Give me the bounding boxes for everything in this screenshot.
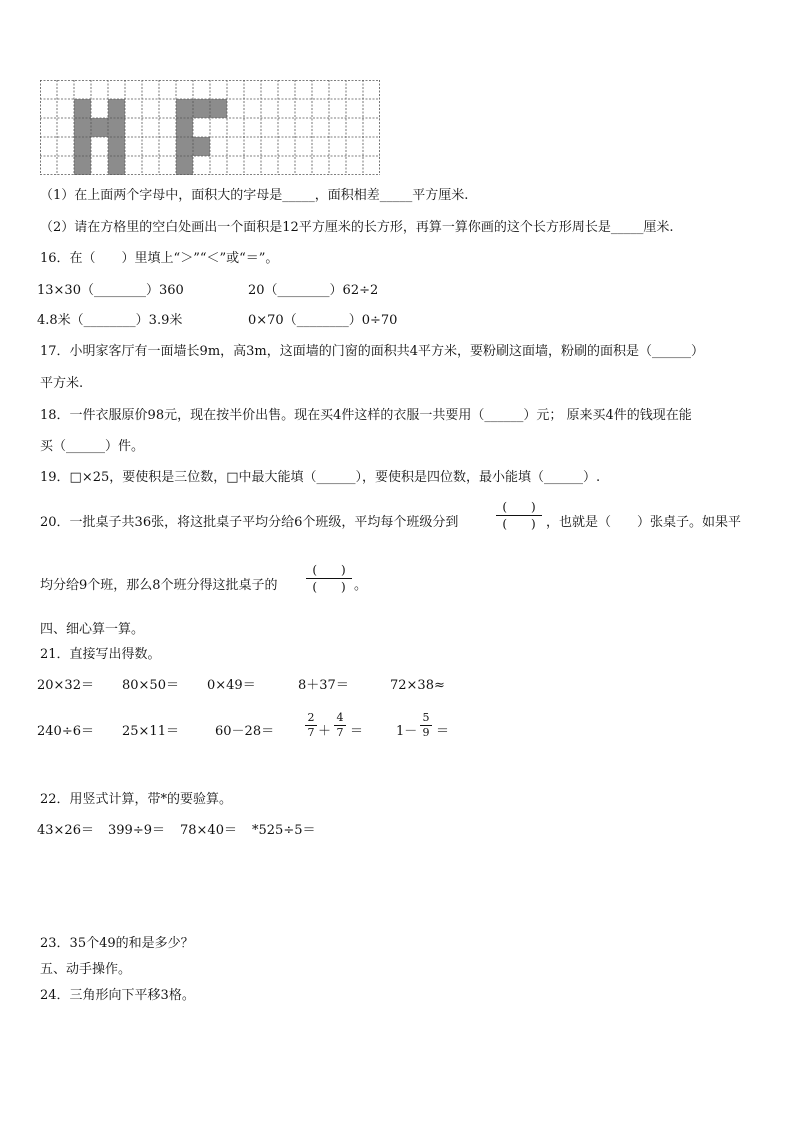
q21-title: 21．直接写出得数。 — [40, 647, 161, 662]
q22-item-4: *525÷5＝ — [252, 823, 316, 838]
letter-cell — [193, 137, 210, 156]
section-5-heading: 五、动手操作。 — [40, 962, 132, 977]
denominator: 7 — [336, 726, 344, 739]
q21-r2-3: 60－28＝ — [215, 724, 275, 739]
q16-item-d: 0×70（________）0÷70 — [248, 313, 398, 328]
q19-line: 19．□×25，要使积是三位数，□中最大能填（______），要使积是四位数，最小能填（______）. — [40, 470, 601, 485]
letter-cell — [108, 99, 125, 118]
q20-fraction-blank-1 — [496, 500, 542, 531]
q20-part3: 均分给9个班，那么8个班分得这批桌子的 — [40, 578, 278, 593]
fraction-bar — [306, 578, 352, 579]
q16-item-c: 4.8米（________）3.9米 — [37, 313, 183, 328]
letter-cell — [176, 156, 193, 175]
q22-item-3: 78×40＝ — [180, 823, 237, 838]
q18-line2: 买（______）件。 — [40, 439, 145, 454]
numerator: 4 — [336, 711, 344, 724]
q24: 24．三角形向下平移3格。 — [40, 988, 195, 1003]
q21-r1-4: 8＋37＝ — [298, 678, 349, 693]
q17-line1: 17．小明家客厅有一面墙长9m，高3m，这面墙的门窗的面积共4平方米，要粉刷这面墙，粉刷的面积是（______） — [40, 344, 705, 359]
letter-cell — [176, 99, 193, 118]
numerator: 2 — [307, 711, 315, 724]
letter-cell — [108, 118, 125, 137]
denominator: 9 — [422, 726, 430, 739]
q15-part1: （1）在上面两个字母中，面积大的字母是_____，面积相差_____平方厘米. — [40, 188, 469, 203]
fraction-numerator-blank: ( ) — [312, 563, 346, 577]
fraction-5-9 — [420, 712, 432, 739]
letter-cell — [74, 137, 91, 156]
letter-cell — [74, 99, 91, 118]
q20-part2: ，也就是（ ）张桌子。如果平 — [546, 515, 742, 530]
letter-cell — [210, 99, 227, 118]
q21-r1-5: 72×38≈ — [390, 678, 445, 693]
q20-fraction-blank-2 — [306, 563, 352, 594]
q21-r2-2: 25×11＝ — [122, 724, 179, 739]
letter-cell — [108, 156, 125, 175]
letter-cell — [91, 118, 108, 137]
section-4-heading: 四、细心算一算。 — [40, 622, 145, 637]
letter-cell — [176, 118, 193, 137]
plus-sign: ＋ — [318, 724, 332, 739]
q21-r2-1: 240÷6＝ — [37, 724, 94, 739]
q22-item-2: 399÷9＝ — [108, 823, 165, 838]
q20-part4: 。 — [354, 578, 368, 593]
fraction-2-7 — [305, 712, 317, 739]
fraction-4-7 — [334, 712, 346, 739]
letter-cell — [74, 156, 91, 175]
fraction-bar — [496, 515, 542, 516]
denominator: 7 — [307, 726, 315, 739]
q18-line1: 18．一件衣服原价98元，现在按半价出售。现在买4件这样的衣服一共要用（______）元； 原来买4件的钱现在能 — [40, 408, 692, 423]
letter-cell — [108, 137, 125, 156]
letter-cell — [176, 137, 193, 156]
fraction-denominator-blank: ( ) — [312, 580, 346, 594]
q16-item-a: 13×30（________）360 — [37, 283, 184, 298]
q22-item-1: 43×26＝ — [37, 823, 94, 838]
q21-r1-2: 80×50＝ — [122, 678, 179, 693]
q17-line2: 平方米. — [40, 376, 84, 391]
q22-title: 22．用竖式计算，带*的要验算。 — [40, 792, 233, 807]
q15-part2: （2）请在方格里的空白处画出一个面积是12平方厘米的长方形，再算一算你画的这个长方形周长是_____厘米. — [40, 220, 674, 235]
fraction-numerator-blank: ( ) — [502, 500, 536, 514]
numerator: 5 — [422, 711, 430, 724]
letter-cell — [74, 118, 91, 137]
equals-sign-2: ＝ — [436, 724, 450, 739]
equals-sign: ＝ — [350, 724, 364, 739]
q16-title: 16．在（ ）里填上“＞”“＜”或“＝”。 — [40, 251, 279, 266]
grid-svg — [40, 80, 380, 175]
q20-part1: 20．一批桌子共36张，将这批桌子平均分给6个班级，平均每个班级分到 — [40, 515, 459, 530]
q23: 23．35个49的和是多少？ — [40, 936, 194, 951]
q21-r1-1: 20×32＝ — [37, 678, 94, 693]
letter-cell — [193, 99, 210, 118]
q21-r1-3: 0×49＝ — [207, 678, 256, 693]
fraction-denominator-blank: ( ) — [502, 517, 536, 531]
q16-item-b: 20（________）62÷2 — [248, 283, 379, 298]
letter-grid-figure — [40, 80, 380, 175]
one-minus: 1－ — [396, 724, 418, 739]
